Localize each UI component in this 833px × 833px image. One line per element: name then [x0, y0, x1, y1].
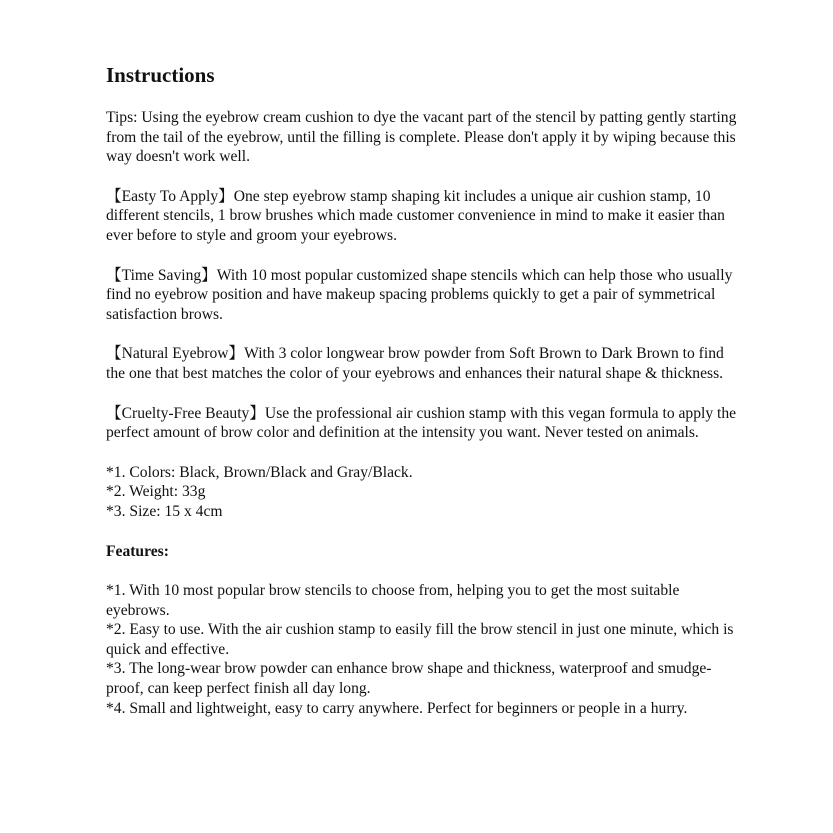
document-body	[106, 62, 746, 738]
feature-item-3: *3. The long-wear brow powder can enhance brow shape and thickness, waterproof and smudge-proof, can keep perfect finish all day long.	[106, 660, 712, 698]
feature-item-2: *2. Easy to use. With the air cushion stamp to easily fill the brow stencil in just one minute, which is quick and effective.	[106, 621, 734, 658]
easy-to-apply-paragraph: 【Easty To Apply】One step eyebrow stamp shaping kit includes a unique air cushion stamp, 10 different stencils, 1 brow brushes which made customer convenience in mind to make it easier than ever before to style and groom your eyebrows.	[106, 187, 725, 244]
feature-item-1: *1. With 10 most popular brow stencils to choose from, helping you to get the most suitable eyebrows.	[106, 582, 680, 619]
page-title: Instructions	[106, 63, 215, 87]
feature-item-4: *4. Small and lightweight, easy to carry anywhere. Perfect for beginners or people in a hurry.	[106, 699, 688, 717]
spec-item-size: *3. Size: 15 x 4cm	[106, 502, 223, 520]
specs-list	[106, 463, 746, 522]
features-list	[106, 581, 746, 718]
time-saving-paragraph: 【Time Saving】With 10 most popular customized shape stencils which can help those who usually find no eyebrow position and have makeup spacing problems quickly to get a pair of symmetrical satisfaction brows.	[106, 266, 733, 323]
features-heading: Features:	[106, 542, 169, 560]
natural-eyebrow-paragraph: 【Natural Eyebrow】With 3 color longwear brow powder from Soft Brown to Dark Brown to find the one that best matches the color of your eyebrows and enhances their natural shape & thickness.	[106, 345, 724, 382]
cruelty-free-paragraph: 【Cruelty-Free Beauty】Use the professional air cushion stamp with this vegan formula to apply the perfect amount of brow color and definition at the intensity you want. Never tested on animals.	[106, 404, 737, 442]
spec-item-weight: *2. Weight: 33g	[106, 483, 206, 501]
spec-item-colors: *1. Colors: Black, Brown/Black and Gray/Black.	[106, 463, 413, 481]
tips-paragraph: Tips: Using the eyebrow cream cushion to dye the vacant part of the stencil by patting gently starting from the tail of the eyebrow, until the filling is complete. Please don't apply it by wiping because this way doesn't work well.	[106, 109, 737, 166]
